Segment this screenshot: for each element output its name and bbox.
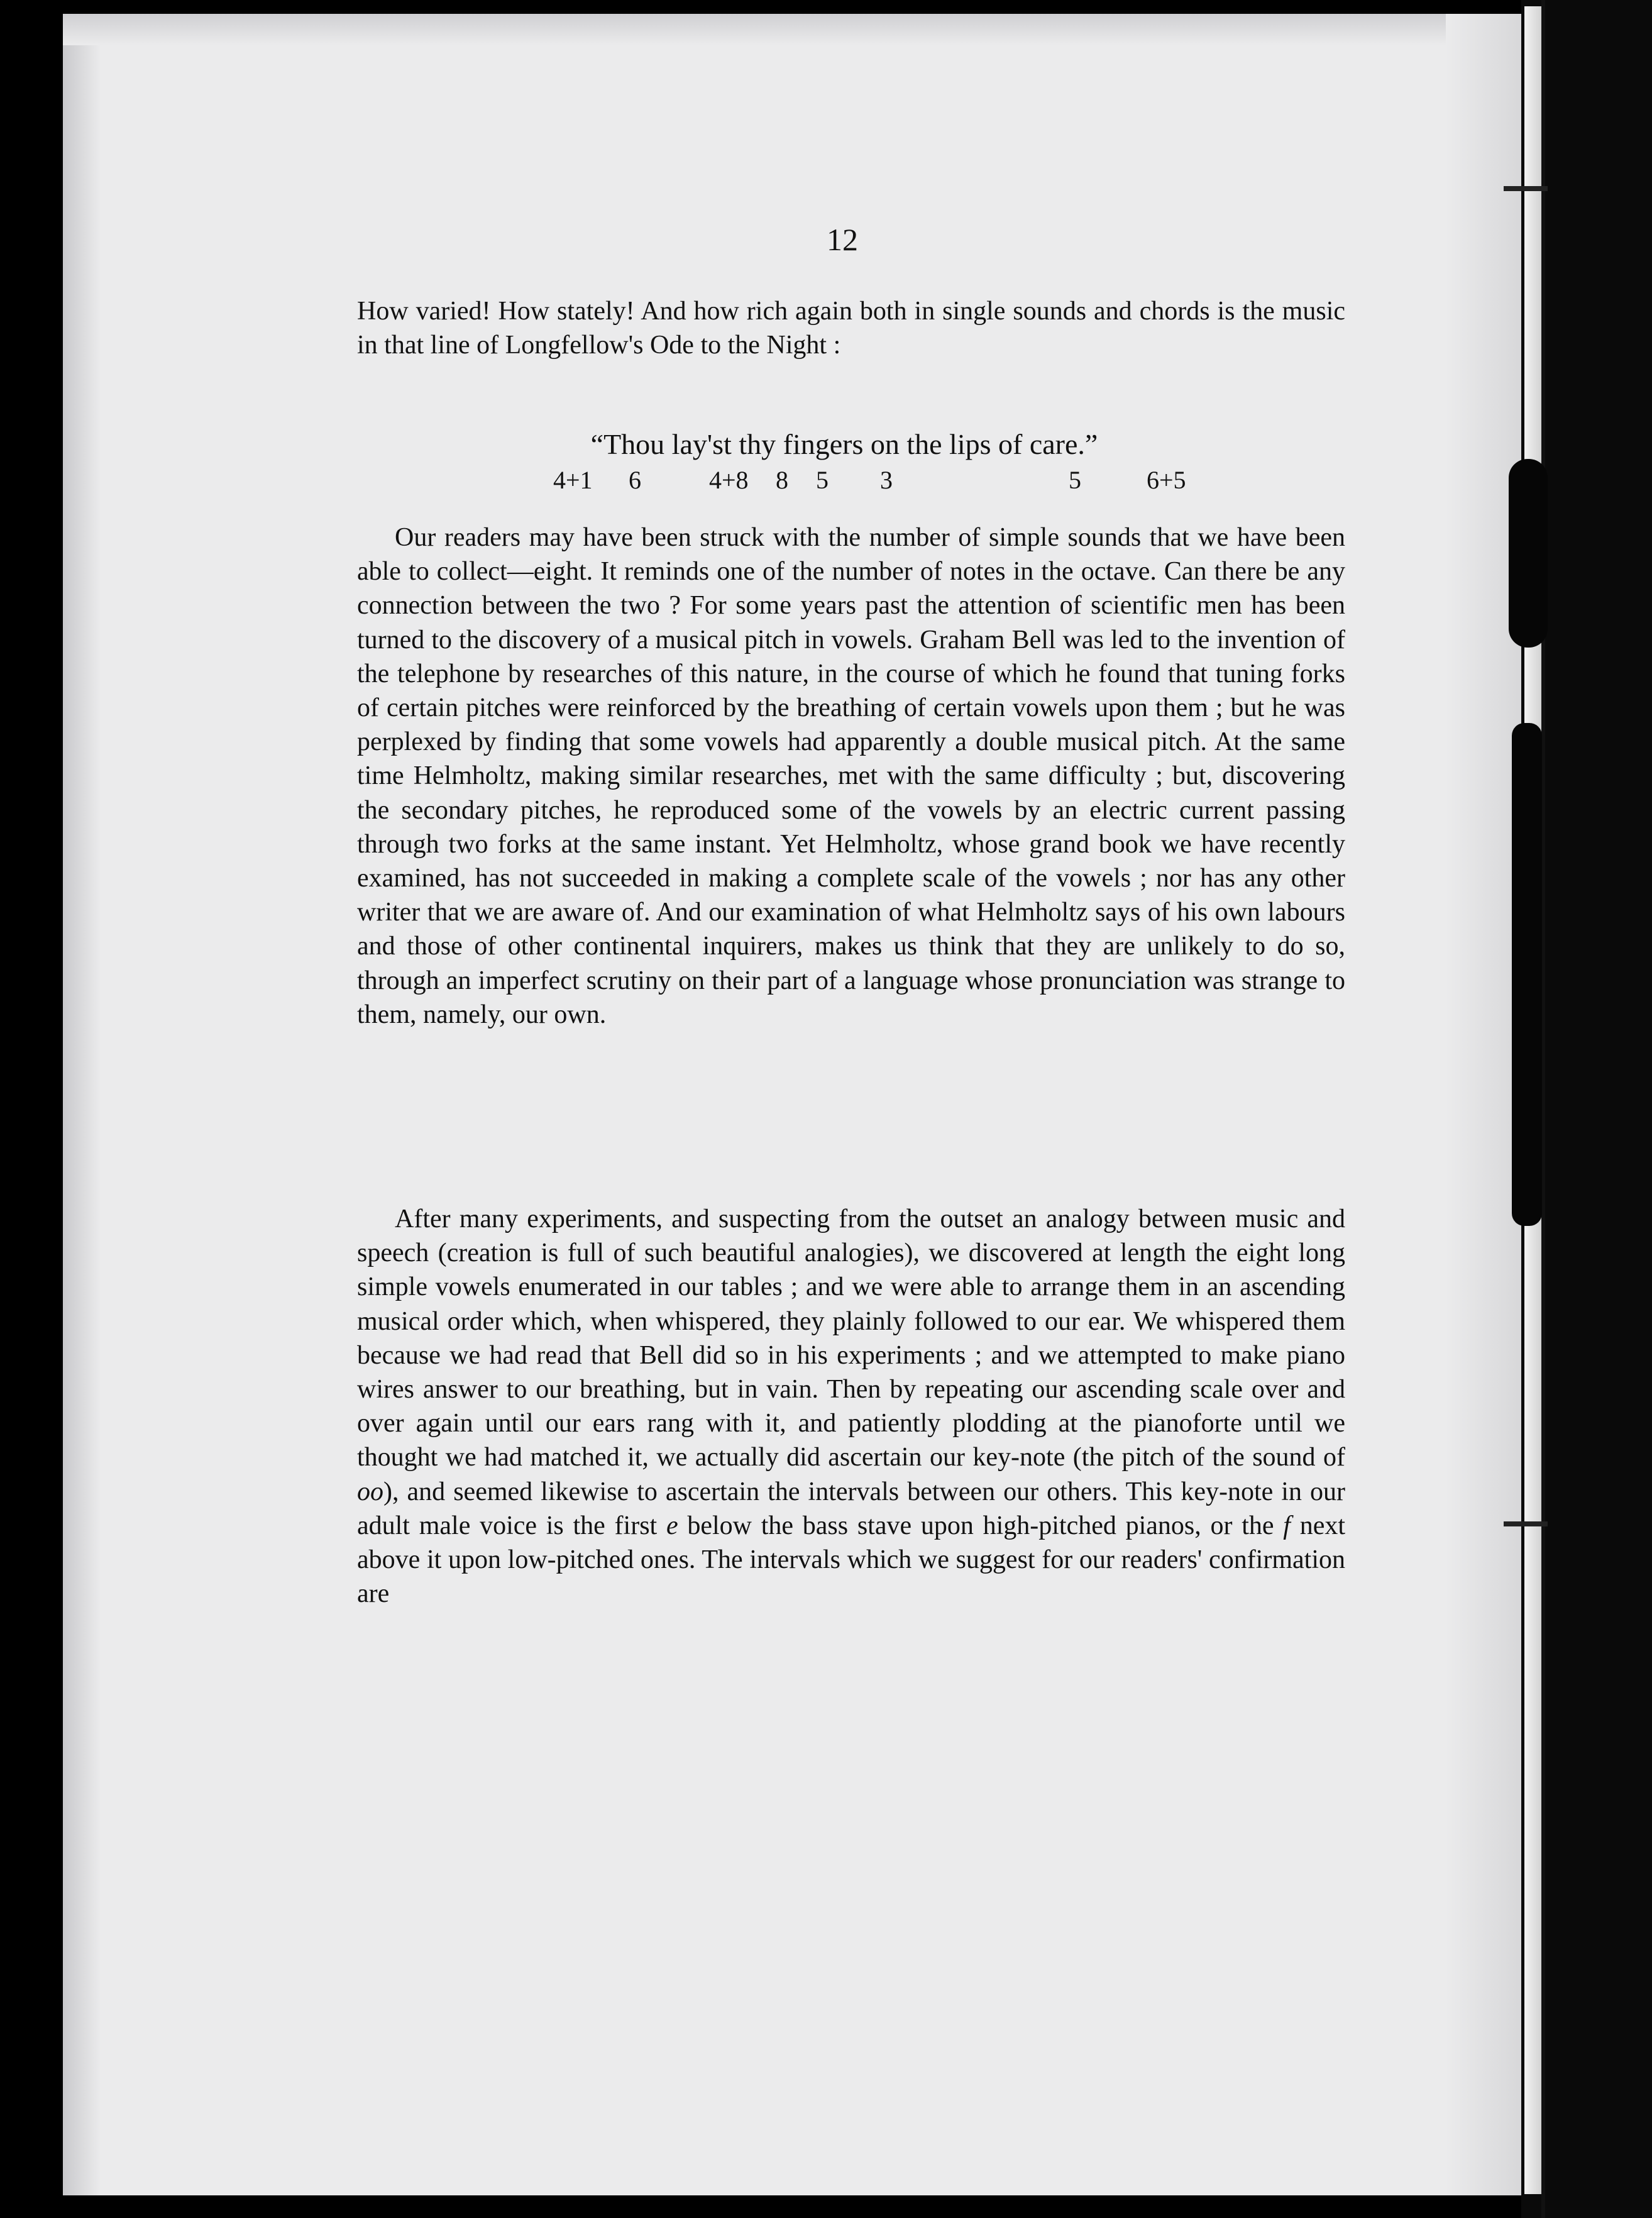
- verse-quote: “Thou lay'st thy fingers on the lips of care.”: [590, 428, 1098, 460]
- vowel-notation: 8: [776, 466, 788, 494]
- italic-term: f: [1283, 1511, 1291, 1540]
- italic-term: oo: [357, 1477, 383, 1506]
- vowel-notation: 3: [880, 466, 893, 494]
- vowel-notation: 4+8: [709, 466, 749, 494]
- vowel-notation: 5: [816, 466, 829, 494]
- vowel-notation: 6: [629, 466, 641, 494]
- paragraph-intro: How varied! How stately! And how rich again both in single sounds and chords is the music in that line of Longfellow's Ode to the Night :: [357, 297, 1345, 360]
- paragraph-vowel-pitch: Our readers may have been struck with the number of simple sounds that we have been able to collect—eight. It reminds one of the number of notes in the octave. Can there be any connection between the two ? For some years past the attention of scientific men has been turned to the discovery of a musical pitch in vowels. Graham Bell was led to the invention of the telephone by researches of this nature, in the course of which he found that tuning forks of certain pitches were reinforced by the breathing of certain vowels upon them ; but he was perplexed by finding that some vowels had apparently a double musical pitch. At the same time Helmholtz, making similar researches, met with the same difficulty ; but, discovering the secondary pitches, he reproduced some of the vowels by an electric current passing through two forks at the same instant. Yet Helmholtz, whose grand book we have recently examined, has not succeeded in making a complete scale of the vowels ; nor has any other writer that we are aware of. And our examination of what Helmholtz says of his own labours and those of other continental inquirers, makes us think that they are unlikely to do so, through an imperfect scrutiny on their part of a language whose pronunciation was strange to them, namely, our own.: [357, 523, 1345, 1029]
- vowel-notation: 4+1: [553, 466, 593, 494]
- paragraph-experiments: [357, 1202, 1345, 1611]
- paragraph-text: After many experiments, and suspecting from the outset an analogy between music and speech (creation is full of such beautiful analogies), we discovered at length the eight long simple vowels enumerated in our tables ; and we were able to arrange them in an ascending musical order which, when whispered, they plainly followed to our ear. We whispered them because we had read that Bell did so in his experiments ; and we attempted to make piano wires answer to our breathing, but in vain. Then by repeating our ascending scale over and over again until our ears rang with it, and patiently plodding at the pianoforte until we thought we had matched it, we actually did ascertain our key-note (the pitch of the sound of: [357, 1205, 1345, 1472]
- vowel-notation: 6+5: [1147, 466, 1186, 494]
- italic-term: e: [666, 1511, 678, 1540]
- vowel-notation: 5: [1069, 466, 1081, 494]
- paragraph-text: ), and seemed likewise to ascertain the intervals between our others. This key-note in our adult male voice is the first: [357, 1477, 1345, 1540]
- paragraph-text: below the bass stave upon high-pitched pianos, or the: [678, 1511, 1284, 1540]
- paragraph-text: next above it upon low-pitched ones. The intervals which we suggest for our readers' confirmation are: [357, 1511, 1345, 1609]
- page-number: 12: [827, 222, 858, 257]
